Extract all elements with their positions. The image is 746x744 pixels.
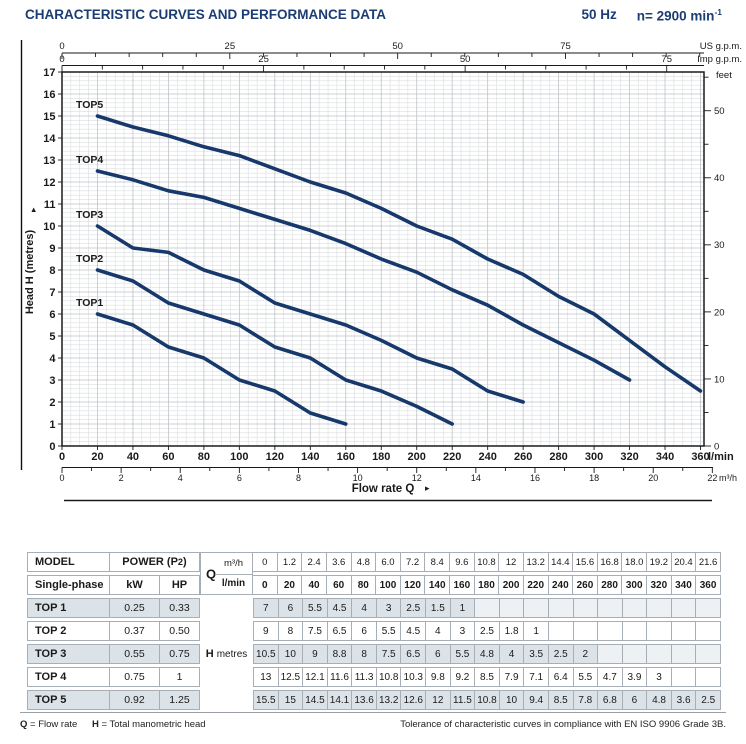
h-value-cell: 14.1 bbox=[328, 690, 353, 710]
h-value-cell: 1.8 bbox=[500, 621, 525, 641]
svg-text:Flow rate Q: Flow rate Q bbox=[351, 483, 415, 495]
q-lmin-cell: 280 bbox=[598, 575, 623, 595]
h-value-cell: 12 bbox=[426, 690, 451, 710]
svg-text:6: 6 bbox=[236, 473, 242, 483]
q-lmin-cell: 320 bbox=[647, 575, 672, 595]
h-value-cell: 11.5 bbox=[451, 690, 476, 710]
q-m3h-cell: 0 bbox=[253, 552, 278, 572]
h-metres-label: H metres bbox=[205, 648, 248, 660]
h-value-cell: 3 bbox=[377, 598, 402, 618]
svg-text:50: 50 bbox=[459, 54, 471, 65]
svg-text:20: 20 bbox=[714, 307, 725, 319]
hp-cell: 0.50 bbox=[160, 621, 200, 641]
h-value-cell bbox=[574, 621, 599, 641]
q-lmin-cell: 160 bbox=[450, 575, 475, 595]
svg-text:20: 20 bbox=[648, 473, 659, 483]
h-value-cell: 9 bbox=[303, 644, 328, 664]
table-header-row-1 bbox=[27, 552, 721, 572]
page-footer bbox=[20, 712, 726, 730]
h-value-cell bbox=[524, 598, 549, 618]
hp-header: HP bbox=[160, 575, 200, 595]
q-symbol: Q bbox=[206, 566, 217, 581]
h-value-cell: 5.5 bbox=[377, 621, 402, 641]
svg-text:30: 30 bbox=[714, 240, 725, 252]
svg-text:220: 220 bbox=[443, 451, 462, 463]
q-m3h-cell: 18.0 bbox=[622, 552, 647, 572]
kw-cell: 0.92 bbox=[110, 690, 160, 710]
hp-cell: 0.75 bbox=[160, 644, 200, 664]
svg-text:Imp g.p.m.: Imp g.p.m. bbox=[697, 54, 742, 65]
h-value-cell bbox=[623, 644, 648, 664]
svg-text:16: 16 bbox=[529, 473, 540, 483]
h-value-cell: 9.8 bbox=[426, 667, 451, 687]
x-axis-title bbox=[352, 483, 430, 495]
h-spacer bbox=[200, 598, 253, 618]
h-values bbox=[253, 598, 721, 618]
h-value-cell bbox=[574, 598, 599, 618]
h-value-cell bbox=[696, 667, 721, 687]
h-value-cell: 4.8 bbox=[475, 644, 500, 664]
h-value-cell: 9.2 bbox=[451, 667, 476, 687]
h-value-cell bbox=[647, 621, 672, 641]
q-m3h-cell: 6.0 bbox=[376, 552, 401, 572]
frequency-label: 50 Hz bbox=[581, 7, 617, 22]
h-value-cell: 7.8 bbox=[574, 690, 599, 710]
svg-text:75: 75 bbox=[560, 41, 571, 52]
model-cell: TOP 3 bbox=[27, 644, 110, 664]
h-value-cell: 8 bbox=[352, 644, 377, 664]
h-value-cell bbox=[696, 621, 721, 641]
q-lmin-values-row bbox=[253, 575, 721, 595]
svg-text:Head H (metres): Head H (metres) bbox=[24, 229, 36, 315]
q-m3h-cell: 10.8 bbox=[475, 552, 500, 572]
svg-text:4: 4 bbox=[49, 352, 56, 365]
h-value-cell bbox=[475, 598, 500, 618]
q-lmin-cell: 260 bbox=[573, 575, 598, 595]
svg-text:6: 6 bbox=[49, 308, 56, 321]
hp-cell: 1 bbox=[160, 667, 200, 687]
hp-cell: 0.33 bbox=[160, 598, 200, 618]
svg-text:0: 0 bbox=[59, 473, 65, 483]
curve-label-top1: TOP1 bbox=[76, 297, 104, 309]
h-value-cell: 12.6 bbox=[401, 690, 426, 710]
h-value-cell: 5.5 bbox=[303, 598, 328, 618]
h-value-cell: 3 bbox=[647, 667, 672, 687]
h-value-cell: 6.5 bbox=[401, 644, 426, 664]
svg-text:m³/h: m³/h bbox=[719, 473, 737, 483]
q-lmin-cell: 180 bbox=[475, 575, 500, 595]
curve-label-top2: TOP2 bbox=[76, 253, 104, 265]
q-lmin-cell: 300 bbox=[622, 575, 647, 595]
h-value-cell: 12.1 bbox=[303, 667, 328, 687]
svg-text:1: 1 bbox=[49, 418, 56, 431]
curve-label-top5: TOP5 bbox=[76, 99, 104, 111]
q-lmin-cell: 220 bbox=[524, 575, 549, 595]
q-header-cell bbox=[200, 552, 253, 595]
svg-text:200: 200 bbox=[407, 451, 426, 463]
table-row-top-4 bbox=[27, 667, 721, 687]
svg-text:▸: ▸ bbox=[28, 207, 38, 212]
h-value-cell: 13.6 bbox=[352, 690, 377, 710]
svg-text:320: 320 bbox=[620, 451, 639, 463]
h-value-cell bbox=[696, 644, 721, 664]
q-m3h-cell: 15.6 bbox=[573, 552, 598, 572]
model-cell: TOP 2 bbox=[27, 621, 110, 641]
h-value-cell: 13.2 bbox=[377, 690, 402, 710]
hp-cell: 1.25 bbox=[160, 690, 200, 710]
h-value-cell: 4.7 bbox=[598, 667, 623, 687]
feet-axis bbox=[704, 70, 732, 452]
h-value-cell: 6 bbox=[279, 598, 304, 618]
h-value-cell: 4 bbox=[500, 644, 525, 664]
curve-label-top3: TOP3 bbox=[76, 209, 104, 221]
h-value-cell: 6 bbox=[426, 644, 451, 664]
q-m3h-cell: 7.2 bbox=[401, 552, 426, 572]
h-value-cell: 3.9 bbox=[623, 667, 648, 687]
h-value-cell bbox=[500, 598, 525, 618]
m3h-axis bbox=[59, 468, 737, 484]
model-cell: TOP 1 bbox=[27, 598, 110, 618]
table-row-top-1 bbox=[27, 598, 721, 618]
h-value-cell: 10.3 bbox=[401, 667, 426, 687]
table-row-top-2 bbox=[27, 621, 721, 641]
q-m3h-cell: 9.6 bbox=[450, 552, 475, 572]
h-value-cell: 14.5 bbox=[303, 690, 328, 710]
h-value-cell bbox=[623, 598, 648, 618]
h-value-cell: 9.4 bbox=[524, 690, 549, 710]
y-axis-title bbox=[24, 207, 38, 314]
svg-text:US g.p.m.: US g.p.m. bbox=[699, 41, 742, 52]
h-values bbox=[253, 690, 721, 710]
h-value-cell bbox=[647, 644, 672, 664]
kw-header: kW bbox=[110, 575, 160, 595]
svg-text:80: 80 bbox=[197, 451, 211, 463]
model-cell: TOP 5 bbox=[27, 690, 110, 710]
single-phase-header: Single-phase bbox=[27, 575, 110, 595]
svg-text:0: 0 bbox=[714, 441, 720, 453]
h-values bbox=[253, 621, 721, 641]
h-value-cell: 9 bbox=[253, 621, 279, 641]
svg-text:11: 11 bbox=[43, 198, 56, 211]
svg-text:5: 5 bbox=[49, 330, 56, 343]
h-value-cell: 5.5 bbox=[451, 644, 476, 664]
svg-text:160: 160 bbox=[336, 451, 355, 463]
h-value-cell: 6.5 bbox=[328, 621, 353, 641]
h-value-cell bbox=[696, 598, 721, 618]
h-value-cell bbox=[598, 598, 623, 618]
q-lmin-cell: 0 bbox=[253, 575, 278, 595]
h-value-cell: 7.5 bbox=[377, 644, 402, 664]
h-spacer bbox=[200, 690, 253, 710]
q-m3h-cell: 1.2 bbox=[278, 552, 303, 572]
svg-text:25: 25 bbox=[224, 41, 236, 52]
svg-text:13: 13 bbox=[43, 154, 56, 167]
h-value-cell: 6.4 bbox=[549, 667, 574, 687]
q-m3h-cell: 12 bbox=[499, 552, 524, 572]
svg-text:12: 12 bbox=[411, 473, 422, 483]
svg-text:60: 60 bbox=[162, 451, 175, 463]
h-value-cell bbox=[623, 621, 648, 641]
h-value-cell bbox=[672, 667, 697, 687]
h-value-cell: 10.8 bbox=[377, 667, 402, 687]
svg-text:22: 22 bbox=[707, 473, 718, 483]
imp-gpm-axis bbox=[59, 54, 742, 72]
svg-text:10: 10 bbox=[43, 220, 56, 233]
svg-text:50: 50 bbox=[714, 106, 725, 118]
h-value-cell: 7.9 bbox=[500, 667, 525, 687]
svg-text:8: 8 bbox=[49, 264, 56, 277]
h-value-cell: 3 bbox=[451, 621, 476, 641]
tolerance-note: Tolerance of characteristic curves in compliance with EN ISO 9906 Grade 3B. bbox=[400, 719, 726, 730]
h-value-cell: 2.5 bbox=[696, 690, 721, 710]
lmin-axis bbox=[59, 446, 734, 463]
h-value-cell: 13 bbox=[253, 667, 279, 687]
h-value-cell: 2 bbox=[574, 644, 599, 664]
h-value-cell bbox=[672, 621, 697, 641]
h-value-cell: 11.6 bbox=[328, 667, 353, 687]
h-value-cell bbox=[598, 621, 623, 641]
h-value-cell: 15 bbox=[279, 690, 304, 710]
q-lmin-cell: 60 bbox=[327, 575, 352, 595]
svg-text:0: 0 bbox=[59, 41, 65, 52]
q-lmin-cell: 360 bbox=[696, 575, 721, 595]
q-unit-m3h: m³/h bbox=[224, 558, 243, 569]
h-value-cell: 10.5 bbox=[253, 644, 279, 664]
h-value-cell: 7 bbox=[253, 598, 279, 618]
y-axis-labels bbox=[43, 67, 62, 453]
svg-text:0: 0 bbox=[59, 54, 65, 65]
q-m3h-cell: 19.2 bbox=[647, 552, 672, 572]
q-lmin-cell: 80 bbox=[352, 575, 377, 595]
q-m3h-cell: 20.4 bbox=[672, 552, 697, 572]
h-spacer bbox=[200, 667, 253, 687]
h-value-cell: 10 bbox=[500, 690, 525, 710]
h-value-cell: 6 bbox=[623, 690, 648, 710]
h-value-cell: 5.5 bbox=[574, 667, 599, 687]
svg-text:8: 8 bbox=[295, 473, 301, 483]
h-value-cell: 3.6 bbox=[672, 690, 697, 710]
h-value-cell: 8.8 bbox=[328, 644, 353, 664]
table-row-top-3 bbox=[27, 644, 721, 664]
h-value-cell: 11.3 bbox=[352, 667, 377, 687]
h-value-cell: 2.5 bbox=[475, 621, 500, 641]
h-value-cell: 6.8 bbox=[598, 690, 623, 710]
svg-text:75: 75 bbox=[661, 54, 673, 65]
table-row-top-5 bbox=[27, 690, 721, 710]
svg-text:100: 100 bbox=[230, 451, 249, 463]
q-m3h-cell: 16.8 bbox=[598, 552, 623, 572]
h-value-cell: 4.8 bbox=[647, 690, 672, 710]
page-title: CHARACTERISTIC CURVES AND PERFORMANCE DATA bbox=[25, 7, 387, 22]
table-body bbox=[27, 598, 721, 710]
legend: Q = Flow rate H = Total manometric head bbox=[20, 719, 206, 730]
svg-text:17: 17 bbox=[43, 66, 56, 79]
h-value-cell: 3.5 bbox=[524, 644, 549, 664]
h-value-cell: 1 bbox=[524, 621, 549, 641]
svg-text:▸: ▸ bbox=[425, 483, 430, 493]
svg-text:4: 4 bbox=[177, 473, 183, 483]
svg-text:25: 25 bbox=[258, 54, 269, 65]
svg-text:12: 12 bbox=[43, 176, 56, 189]
svg-text:3: 3 bbox=[49, 374, 56, 387]
svg-text:300: 300 bbox=[584, 451, 604, 463]
svg-text:2: 2 bbox=[49, 396, 56, 409]
us-gpm-axis bbox=[59, 41, 742, 59]
svg-text:14: 14 bbox=[470, 473, 481, 483]
table-header-row-2 bbox=[27, 575, 721, 595]
svg-text:0: 0 bbox=[58, 451, 66, 463]
svg-text:140: 140 bbox=[301, 451, 320, 463]
h-values bbox=[253, 667, 721, 687]
h-value-cell: 4.5 bbox=[401, 621, 426, 641]
h-value-cell: 1 bbox=[451, 598, 476, 618]
h-value-cell: 12.5 bbox=[279, 667, 304, 687]
svg-text:2: 2 bbox=[118, 473, 124, 483]
h-value-cell bbox=[672, 598, 697, 618]
q-lmin-cell: 20 bbox=[278, 575, 303, 595]
performance-table bbox=[27, 552, 721, 713]
q-lmin-cell: 120 bbox=[401, 575, 426, 595]
q-m3h-values-row bbox=[253, 552, 721, 572]
q-lmin-cell: 40 bbox=[302, 575, 327, 595]
svg-text:10: 10 bbox=[352, 473, 363, 483]
q-lmin-cell: 340 bbox=[672, 575, 697, 595]
q-lmin-cell: 140 bbox=[425, 575, 450, 595]
svg-text:120: 120 bbox=[265, 451, 285, 463]
h-value-cell bbox=[549, 621, 574, 641]
curve-label-top4: TOP4 bbox=[76, 154, 104, 166]
svg-text:180: 180 bbox=[372, 451, 391, 463]
svg-text:360: 360 bbox=[691, 451, 710, 463]
h-value-cell: 8.5 bbox=[549, 690, 574, 710]
q-m3h-cell: 13.2 bbox=[524, 552, 549, 572]
q-m3h-cell: 2.4 bbox=[302, 552, 327, 572]
q-unit-lmin: l/min bbox=[221, 578, 246, 589]
h-value-cell: 1.5 bbox=[426, 598, 451, 618]
q-lmin-cell: 200 bbox=[499, 575, 524, 595]
svg-text:16: 16 bbox=[43, 88, 56, 101]
svg-text:14: 14 bbox=[43, 132, 56, 145]
kw-cell: 0.37 bbox=[110, 621, 160, 641]
svg-text:feet: feet bbox=[716, 70, 732, 81]
svg-text:240: 240 bbox=[478, 451, 497, 463]
power-header: POWER (P 2 ) bbox=[110, 552, 200, 572]
h-values bbox=[253, 644, 721, 664]
h-value-cell: 4 bbox=[426, 621, 451, 641]
kw-cell: 0.55 bbox=[110, 644, 160, 664]
kw-cell: 0.25 bbox=[110, 598, 160, 618]
h-value-cell bbox=[549, 598, 574, 618]
h-value-cell: 2.5 bbox=[401, 598, 426, 618]
svg-text:7: 7 bbox=[49, 286, 56, 299]
svg-text:50: 50 bbox=[392, 41, 403, 52]
svg-text:340: 340 bbox=[655, 451, 675, 463]
svg-text:260: 260 bbox=[513, 451, 533, 463]
q-m3h-cell: 4.8 bbox=[352, 552, 377, 572]
speed-label: n= 2900 $\min^{-1}$ bbox=[636, 7, 722, 24]
h-value-cell: 8 bbox=[279, 621, 304, 641]
svg-text:0: 0 bbox=[49, 440, 56, 453]
h-value-cell: 8.5 bbox=[475, 667, 500, 687]
h-value-cell bbox=[672, 644, 697, 664]
svg-text:15: 15 bbox=[43, 110, 56, 123]
q-m3h-cell: 21.6 bbox=[696, 552, 721, 572]
h-value-cell: 6 bbox=[352, 621, 377, 641]
h-value-cell: 10 bbox=[279, 644, 304, 664]
h-value-cell: 4.5 bbox=[328, 598, 353, 618]
h-value-cell bbox=[647, 598, 672, 618]
q-lmin-cell: 100 bbox=[376, 575, 401, 595]
h-value-cell: 7.5 bbox=[303, 621, 328, 641]
model-header: MODEL bbox=[27, 552, 110, 572]
svg-text:l/min: l/min bbox=[708, 451, 734, 463]
q-lmin-cell: 240 bbox=[549, 575, 574, 595]
svg-text:40: 40 bbox=[714, 173, 725, 185]
svg-text:20: 20 bbox=[91, 451, 104, 463]
h-value-cell bbox=[598, 644, 623, 664]
svg-text:18: 18 bbox=[589, 473, 600, 483]
svg-text:40: 40 bbox=[126, 451, 140, 463]
h-value-cell: 15.5 bbox=[253, 690, 279, 710]
kw-cell: 0.75 bbox=[110, 667, 160, 687]
model-cell: TOP 4 bbox=[27, 667, 110, 687]
svg-text:9: 9 bbox=[49, 242, 56, 255]
h-spacer bbox=[200, 621, 253, 641]
h-value-cell: 2.5 bbox=[549, 644, 574, 664]
table-header bbox=[27, 552, 721, 595]
q-m3h-cell: 8.4 bbox=[425, 552, 450, 572]
h-value-cell: 7.1 bbox=[524, 667, 549, 687]
h-value-cell: 4 bbox=[352, 598, 377, 618]
q-m3h-cell: 3.6 bbox=[327, 552, 352, 572]
q-m3h-cell: 14.4 bbox=[549, 552, 574, 572]
svg-text:10: 10 bbox=[714, 374, 725, 386]
h-value-cell: 10.8 bbox=[475, 690, 500, 710]
svg-text:280: 280 bbox=[549, 451, 568, 463]
